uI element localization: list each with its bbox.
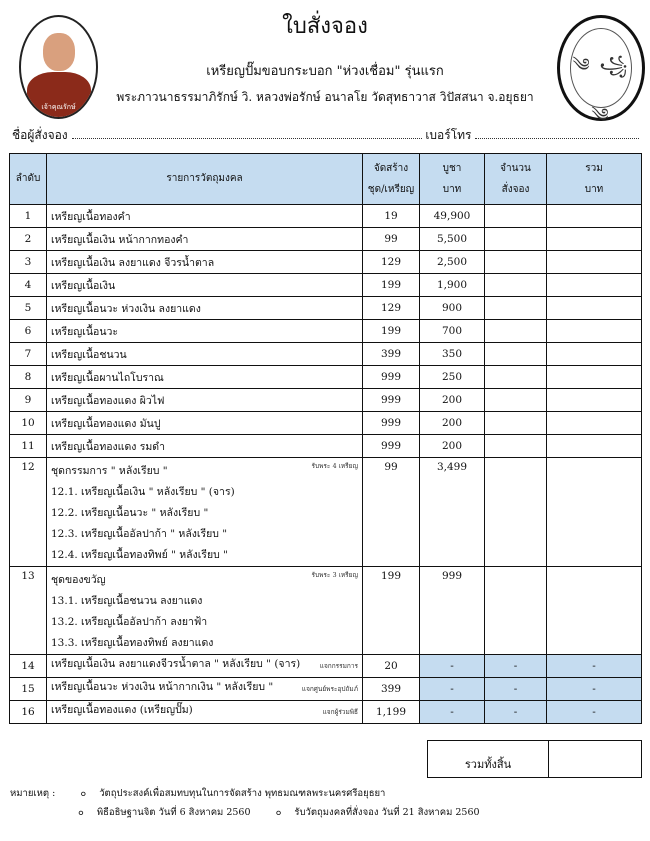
row-order-input[interactable] xyxy=(485,297,547,320)
row-total-input[interactable] xyxy=(547,274,642,297)
row-item: เหรียญเนื้อทองคำ xyxy=(47,205,363,228)
row-order-input[interactable] xyxy=(485,228,547,251)
row-qty: 20 xyxy=(363,655,420,678)
header-order-line1: จำนวน xyxy=(500,163,531,174)
remark-line-1 xyxy=(10,786,385,801)
row-no: 6 xyxy=(10,320,47,343)
row-total-input[interactable] xyxy=(547,205,642,228)
table-row xyxy=(10,297,642,320)
temple-line: พระภาวนาธรรมาภิรักษ์ วิ. หลวงพ่อรักษ์ อนาลโย วัดสุทธาวาส วิปัสสนา จ.อยุธยา xyxy=(116,90,534,104)
set-title: ชุดกรรมการ " หลังเรียบ " xyxy=(51,465,168,477)
table-row xyxy=(10,343,642,366)
row-order-input[interactable] xyxy=(485,320,547,343)
row-item: เหรียญเนื้อเงิน xyxy=(47,274,363,297)
row-price: 49,900 xyxy=(420,205,485,228)
row-price: 1,900 xyxy=(420,274,485,297)
row-item: เหรียญเนื้อผานไถโบราณ xyxy=(47,366,363,389)
row-total: - xyxy=(547,701,642,724)
row-total-input[interactable] xyxy=(547,320,642,343)
yant-icon: ༄ ꧁ ༄ xyxy=(572,55,630,126)
portrait-caption: เจ้าคุณรักษ์ xyxy=(41,103,76,111)
row-total-input[interactable] xyxy=(547,389,642,412)
row-item: เหรียญเนื้อทองแดง มันปู xyxy=(47,412,363,435)
row-item xyxy=(47,458,363,567)
row-price: - xyxy=(420,655,485,678)
row-qty: 999 xyxy=(363,435,420,458)
row-no: 7 xyxy=(10,343,47,366)
row-no: 9 xyxy=(10,389,47,412)
header-qty-line2: ชุด/เหรียญ xyxy=(367,184,415,195)
row-qty: 199 xyxy=(363,567,420,655)
row-order: - xyxy=(485,678,547,701)
row-item xyxy=(47,567,363,655)
row-no: 14 xyxy=(10,655,47,678)
table-row-gift xyxy=(10,701,642,724)
row-item xyxy=(47,701,363,724)
remark-line-2 xyxy=(78,805,480,820)
row-total-input[interactable] xyxy=(547,228,642,251)
row-price: 200 xyxy=(420,412,485,435)
header-price-line2: บาท xyxy=(442,184,462,195)
row-order-input[interactable] xyxy=(485,435,547,458)
row-total-input[interactable] xyxy=(547,412,642,435)
table-row xyxy=(10,412,642,435)
row-total-input[interactable] xyxy=(547,297,642,320)
row-item: เหรียญเนื้อนวะ ห่วงเงิน ลงยาแดง xyxy=(47,297,363,320)
row-no: 12 xyxy=(10,458,47,567)
row-order-input[interactable] xyxy=(485,458,547,567)
table-row xyxy=(10,320,642,343)
row-price: 250 xyxy=(420,366,485,389)
row-item: เหรียญเนื้อทองแดง ผิวไฟ xyxy=(47,389,363,412)
row-total-input[interactable] xyxy=(547,458,642,567)
header-qty xyxy=(363,154,420,205)
row-qty: 99 xyxy=(363,228,420,251)
row-qty: 399 xyxy=(363,678,420,701)
row-qty: 999 xyxy=(363,366,420,389)
row-note: แจกศูนย์พระอุปถัมภ์ xyxy=(301,685,358,693)
row-qty: 129 xyxy=(363,251,420,274)
row-item-text: เหรียญเนื้อนวะ ห่วงเงิน หน้ากากเงิน " หลังเรียบ " xyxy=(51,681,274,693)
row-price: 5,500 xyxy=(420,228,485,251)
row-no: 4 xyxy=(10,274,47,297)
header-no: ลำดับ xyxy=(10,154,47,205)
header-order xyxy=(485,154,547,205)
set-title: ชุดของขวัญ xyxy=(51,574,106,586)
row-qty: 19 xyxy=(363,205,420,228)
row-price: - xyxy=(420,701,485,724)
row-order-input[interactable] xyxy=(485,389,547,412)
row-price: 700 xyxy=(420,320,485,343)
row-order: - xyxy=(485,655,547,678)
row-qty: 999 xyxy=(363,412,420,435)
row-no: 11 xyxy=(10,435,47,458)
row-price: 999 xyxy=(420,567,485,655)
row-qty: 399 xyxy=(363,343,420,366)
row-total-input[interactable] xyxy=(547,343,642,366)
bullet-icon: ๐ xyxy=(78,807,84,818)
row-qty: 999 xyxy=(363,389,420,412)
row-order-input[interactable] xyxy=(485,567,547,655)
table-row xyxy=(10,228,642,251)
sub-item: 12.2. เหรียญเนื้อนวะ " หลังเรียบ " xyxy=(51,507,209,519)
row-order: - xyxy=(485,701,547,724)
row-no: 3 xyxy=(10,251,47,274)
row-note: รับพระ 3 เหรียญ xyxy=(311,571,358,579)
grand-total-value[interactable] xyxy=(549,741,642,778)
table-row xyxy=(10,251,642,274)
sub-item: 13.2. เหรียญเนื้ออัลปาก้า ลงยาฟ้า xyxy=(51,616,208,628)
row-no: 15 xyxy=(10,678,47,701)
row-total: - xyxy=(547,655,642,678)
remark-label: หมายเหตุ : xyxy=(10,788,56,799)
row-qty: 129 xyxy=(363,297,420,320)
row-item: เหรียญเนื้อทองแดง รมดำ xyxy=(47,435,363,458)
row-item xyxy=(47,655,363,678)
bullet-icon: ๐ xyxy=(275,807,282,818)
grand-total-box xyxy=(427,740,642,778)
remark-purpose: วัตถุประสงค์เพื่อสมทบทุนในการจัดสร้าง พุทธมณฑลพระนครศรีอยุธยา xyxy=(99,788,386,799)
row-order-input[interactable] xyxy=(485,412,547,435)
table-row xyxy=(10,435,642,458)
phone-field[interactable] xyxy=(475,128,640,139)
header-qty-line1: จัดสร้าง xyxy=(373,163,409,174)
bullet-icon: ๐ xyxy=(80,788,87,799)
sub-item: 13.3. เหรียญเนื้อทองทิพย์ ลงยาแดง xyxy=(51,637,214,649)
row-price: 3,499 xyxy=(420,458,485,567)
table-row-set-13 xyxy=(10,567,642,655)
row-no: 13 xyxy=(10,567,47,655)
name-field[interactable] xyxy=(72,128,422,139)
row-order-input[interactable] xyxy=(485,205,547,228)
sub-item: 13.1. เหรียญเนื้อชนวน ลงยาแดง xyxy=(51,595,203,607)
row-qty: 99 xyxy=(363,458,420,567)
row-order-input[interactable] xyxy=(485,366,547,389)
row-price: 200 xyxy=(420,389,485,412)
row-price: 2,500 xyxy=(420,251,485,274)
name-label: ชื่อผู้สั่งจอง xyxy=(12,128,68,142)
customer-info-line xyxy=(12,126,640,145)
sub-item: 12.3. เหรียญเนื้ออัลปาก้า " หลังเรียบ " xyxy=(51,528,228,540)
row-item: เหรียญเนื้อเงิน ลงยาแดง จีวรน้ำตาล xyxy=(47,251,363,274)
header-total-line2: บาท xyxy=(584,184,604,195)
header-total xyxy=(547,154,642,205)
header-order-line2: สั่งจอง xyxy=(501,184,530,195)
header-price-line1: บูชา xyxy=(442,163,462,174)
sub-item: 12.4. เหรียญเนื้อทองทิพย์ " หลังเรียบ " xyxy=(51,549,228,561)
row-qty: 199 xyxy=(363,320,420,343)
row-item: เหรียญเนื้อเงิน หน้ากากทองคำ xyxy=(47,228,363,251)
row-note: แจกผู้ร่วมพิธี xyxy=(322,708,358,716)
row-qty: 199 xyxy=(363,274,420,297)
row-no: 8 xyxy=(10,366,47,389)
row-no: 2 xyxy=(10,228,47,251)
row-order-input[interactable] xyxy=(485,274,547,297)
document-subtitle: เหรียญปั๊มขอบกระบอก "ห่วงเชื่อม" รุ่นแรก xyxy=(206,64,444,79)
row-item: เหรียญเนื้อชนวน xyxy=(47,343,363,366)
row-price: 200 xyxy=(420,435,485,458)
row-qty: 1,199 xyxy=(363,701,420,724)
row-note: แจกกรรมการ xyxy=(319,662,358,670)
sub-item: 12.1. เหรียญเนื้อเงิน " หลังเรียบ " (จาร) xyxy=(51,486,235,498)
remark-pickup-date: รับวัตถุมงคลที่สั่งจอง วันที่ 21 สิงหาคม 2560 xyxy=(294,807,480,818)
row-order-input[interactable] xyxy=(485,251,547,274)
row-price: - xyxy=(420,678,485,701)
table-row xyxy=(10,366,642,389)
row-item: เหรียญเนื้อนวะ xyxy=(47,320,363,343)
table-row xyxy=(10,205,642,228)
phone-label: เบอร์โทร xyxy=(425,128,472,142)
header-item: รายการวัตถุมงคล xyxy=(47,154,363,205)
row-no: 16 xyxy=(10,701,47,724)
grand-total-label: รวมทั้งสิ้น xyxy=(428,741,549,778)
row-no: 5 xyxy=(10,297,47,320)
table-row-gift xyxy=(10,678,642,701)
yant-seal-logo xyxy=(557,15,645,126)
table-row-gift xyxy=(10,655,642,678)
document-title: ใบสั่งจอง xyxy=(282,14,368,39)
table-row xyxy=(10,274,642,297)
table-header-row xyxy=(10,154,642,205)
row-item-text: เหรียญเนื้อทองแดง (เหรียญปั๊ม) xyxy=(51,704,193,716)
row-total-input[interactable] xyxy=(547,435,642,458)
header-total-line1: รวม xyxy=(585,163,603,174)
header-price xyxy=(420,154,485,205)
row-price: 350 xyxy=(420,343,485,366)
table-row-set-12 xyxy=(10,458,642,567)
row-order-input[interactable] xyxy=(485,343,547,366)
order-table xyxy=(9,153,642,724)
row-total-input[interactable] xyxy=(547,567,642,655)
row-total: - xyxy=(547,678,642,701)
row-total-input[interactable] xyxy=(547,251,642,274)
row-total-input[interactable] xyxy=(547,366,642,389)
table-row xyxy=(10,389,642,412)
row-price: 900 xyxy=(420,297,485,320)
row-note: รับพระ 4 เหรียญ xyxy=(311,462,358,470)
row-no: 1 xyxy=(10,205,47,228)
row-item-text: เหรียญเนื้อเงิน ลงยาแดงจีวรน้ำตาล " หลังเรียบ " (จาร) xyxy=(51,658,301,670)
row-no: 10 xyxy=(10,412,47,435)
row-item xyxy=(47,678,363,701)
remark-ceremony-date: พิธีอธิษฐานจิต วันที่ 6 สิงหาคม 2560 xyxy=(96,807,251,818)
